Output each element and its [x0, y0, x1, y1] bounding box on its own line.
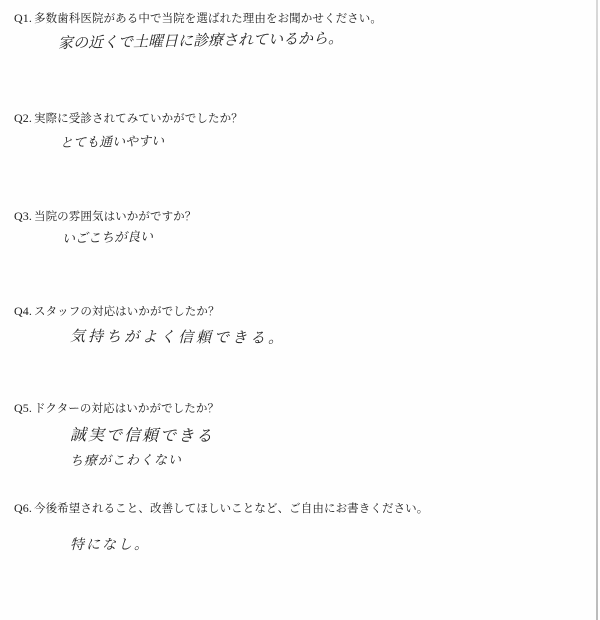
question-number: Q3.: [14, 209, 32, 223]
question-text: 今後希望されること、改善してほしいことなど、ご自由にお書きください。: [33, 501, 429, 515]
question-number: Q4.: [14, 304, 32, 318]
question-number: Q6.: [14, 501, 32, 515]
handwritten-answer-3: いごこちが良い: [61, 229, 154, 247]
question-number: Q5.: [14, 401, 32, 415]
question-number: Q1.: [14, 11, 32, 25]
handwritten-answer-1: 家の近くで土曜日に診療されているから。: [57, 29, 344, 52]
handwritten-answer-4: 気持ちがよく信頼できる。: [69, 327, 287, 347]
handwritten-answer-6: 特になし。: [70, 537, 150, 553]
question-text: 当院の雰囲気はいかがですか？: [33, 209, 197, 223]
question-2: [14, 110, 243, 126]
question-number: Q2.: [14, 111, 32, 125]
scan-edge: [596, 0, 598, 620]
question-6: [14, 500, 428, 516]
question-1: [14, 10, 382, 26]
handwritten-answer-5-line-1: 誠実で信頼できる: [69, 425, 215, 446]
question-text: スタッフの対応はいかがでしたか？: [33, 304, 220, 318]
handwritten-answer-5-line-2: ち療がこわくない: [69, 453, 183, 469]
question-text: 実際に受診されてみていかがでしたか？: [33, 111, 243, 125]
handwritten-answer-2: とても通いやすい: [59, 134, 165, 151]
question-5: [14, 400, 219, 416]
question-4: [14, 303, 220, 319]
question-text: 多数歯科医院がある中で当院を選ばれた理由をお聞かせください。: [33, 11, 382, 25]
question-3: [14, 208, 196, 224]
question-text: ドクターの対応はいかがでしたか？: [33, 401, 220, 415]
